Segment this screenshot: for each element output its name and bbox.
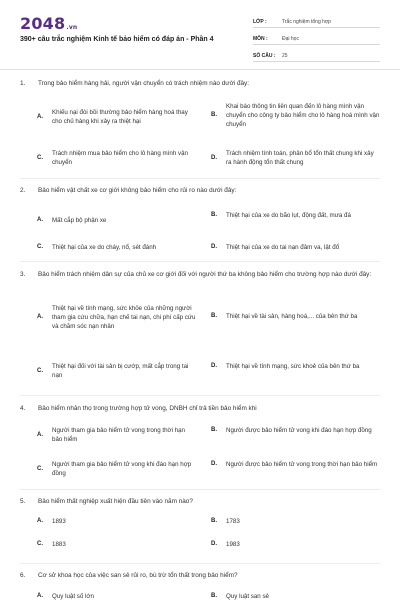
option-letter: D. — [211, 244, 217, 250]
question-number: 6. — [20, 572, 26, 579]
header — [0, 0, 400, 72]
option-letter: A. — [37, 518, 43, 524]
option-text: 1783 — [226, 518, 240, 525]
question-text: Bảo hiểm nhân thọ trong trường hợp tử vong, DNBH chỉ trả tiền bảo hiểm khi — [38, 405, 257, 412]
question-number: 1. — [20, 80, 26, 87]
option-b[interactable] — [211, 211, 380, 220]
question-header — [20, 270, 380, 279]
question-text: Bảo hiểm trách nhiệm dân sự của chủ xe cơ giới đối với người thứ ba không bảo hiểm cho trường hợp nào dưới đây: — [38, 271, 372, 278]
option-letter: B. — [211, 212, 217, 218]
option-letter: D. — [211, 363, 217, 369]
option-b[interactable] — [211, 312, 380, 321]
option-letter: B. — [211, 427, 217, 433]
question-header — [20, 497, 380, 506]
question-header — [20, 186, 380, 195]
option-letter: A. — [37, 593, 43, 599]
header-divider — [0, 69, 400, 70]
meta-label: LỚP : — [253, 19, 267, 25]
question-header — [20, 404, 380, 413]
option-a[interactable] — [37, 592, 197, 600]
option-text: 1893 — [52, 518, 66, 525]
question-number: 4. — [20, 405, 26, 412]
meta-row-count — [253, 48, 380, 62]
question-text: Trong bảo hiểm hàng hải, người vận chuyển có trách nhiệm nào dưới đây: — [38, 80, 250, 87]
option-text: 1883 — [52, 541, 66, 548]
option-text: Thiệt hại của xe do tai nạn đâm va, lật đổ — [226, 244, 340, 251]
option-text: Trách nhiệm tính toán, phân bổ tổn thất chung khi xảy ra hành động tổn thất chung — [226, 150, 374, 166]
question-divider — [20, 489, 380, 490]
option-letter: C. — [37, 465, 43, 472]
meta-row-subject — [253, 31, 380, 45]
logo[interactable] — [20, 14, 77, 33]
question-divider — [20, 563, 380, 564]
option-letter: A. — [37, 314, 43, 320]
option-b[interactable] — [211, 426, 380, 435]
option-c[interactable] — [37, 243, 197, 252]
option-letter: A. — [37, 217, 43, 223]
option-d[interactable] — [211, 540, 380, 549]
option-text: Thiệt hại của xe do cháy, nổ, sét đánh — [52, 244, 157, 251]
option-text: Người tham gia bảo hiểm tử vong trong thời hạn bảo hiểm — [52, 427, 186, 443]
question-text: Cơ sở khoa học của việc san sẻ rủi ro, bù trừ tổn thất trong bảo hiểm? — [38, 572, 238, 579]
question-header — [20, 79, 380, 88]
option-letter: B. — [211, 313, 217, 319]
option-letter: C. — [37, 367, 43, 374]
option-d[interactable] — [211, 243, 380, 252]
option-a[interactable] — [37, 426, 197, 444]
option-b[interactable] — [211, 102, 380, 129]
option-letter: B. — [211, 112, 217, 118]
option-text: Thiệt hại đối với tài sản bị cướp, mất cắp trong tai nạn — [52, 363, 189, 379]
meta-row-class — [253, 14, 380, 28]
question-header — [20, 571, 380, 580]
logo-suffix: .vn — [66, 24, 78, 31]
option-d[interactable] — [211, 149, 380, 167]
option-text: Thiệt hại của xe do bão lụt, động đất, mưa đá — [226, 212, 351, 219]
logo-text: 2048 — [20, 14, 66, 33]
option-text: Thiệt hại về tài sản, hàng hoá,... của bên thứ ba — [226, 313, 358, 320]
option-c[interactable] — [37, 540, 197, 549]
question-number: 2. — [20, 187, 26, 194]
option-d[interactable] — [211, 460, 380, 469]
document-meta — [253, 14, 380, 65]
option-text: Khiếu nại đòi bồi thường bảo hiểm hàng hoá thay cho chủ hàng khi xảy ra thiệt hại — [52, 109, 188, 125]
option-text: Mất cắp bộ phận xe — [52, 217, 107, 224]
question-divider — [20, 395, 380, 396]
question-text: Bảo hiểm vật chất xe cơ giới không bảo hiểm cho rủi ro nào dưới đây: — [38, 187, 237, 194]
option-letter: D. — [211, 461, 217, 467]
option-letter: D. — [211, 541, 217, 547]
meta-value: Đại học — [282, 36, 299, 42]
option-b[interactable] — [211, 592, 380, 600]
option-letter: A. — [37, 113, 43, 120]
option-text: Người được bảo hiểm tử vong khi đáo hạn hợp đồng — [226, 427, 372, 434]
option-letter: C. — [37, 154, 43, 161]
option-b[interactable] — [211, 517, 380, 526]
option-c[interactable] — [37, 362, 197, 380]
option-text: Quy luật số lớn — [52, 593, 94, 600]
question-number: 5. — [20, 498, 26, 505]
option-a[interactable] — [37, 108, 197, 126]
question-text: Bảo hiểm thất nghiệp xuất hiện đầu tiên vào năm nào? — [38, 498, 193, 505]
option-letter: B. — [211, 518, 217, 524]
option-text: Người tham gia bảo hiểm tử vong khi đáo hạn hợp đồng — [52, 461, 192, 477]
option-c[interactable] — [37, 460, 197, 478]
option-letter: B. — [211, 593, 217, 599]
meta-value: Trắc nghiệm tổng hợp — [282, 19, 331, 25]
meta-value: 25 — [282, 53, 288, 59]
option-c[interactable] — [37, 149, 197, 167]
option-a[interactable] — [37, 517, 197, 526]
option-text: Quy luật san sẻ — [226, 593, 269, 600]
option-a[interactable] — [37, 304, 197, 331]
option-text: Trách nhiệm mua bảo hiểm cho lô hàng mình vận chuyển — [52, 150, 188, 166]
option-letter: A. — [37, 431, 43, 438]
option-letter: D. — [211, 154, 217, 161]
question-divider — [20, 178, 380, 179]
option-text: Thiệt hại về tính mạng, sức khỏe của những người tham gia cứu chữa, hạn chế tai nạn, chi phí cấp cứu và chăm sóc nạn nhân — [52, 305, 196, 330]
meta-label: SỐ CÂU : — [253, 53, 276, 59]
option-a[interactable] — [37, 216, 197, 225]
option-text: Khai báo thông tin liên quan đến lô hàng mình vận chuyển cho công ty bảo hiểm cho lô hàng hoá mình vận chuyển — [226, 103, 380, 128]
option-text: 1983 — [226, 541, 240, 548]
question-number: 3. — [20, 271, 26, 278]
option-d[interactable] — [211, 362, 380, 371]
option-letter: C. — [37, 244, 43, 250]
document-title: 390+ câu trắc nghiệm Kinh tế bảo hiểm có đáp án - Phần 4 — [20, 36, 214, 43]
option-text: Thiệt hại về tính mạng, sức khoẻ của bên thứ ba — [226, 363, 360, 370]
meta-label: MÔN : — [253, 36, 268, 42]
question-divider — [20, 261, 380, 262]
option-letter: C. — [37, 541, 43, 547]
option-text: Người được bảo hiểm tử vong trong thời hạn bảo hiểm — [226, 461, 378, 468]
